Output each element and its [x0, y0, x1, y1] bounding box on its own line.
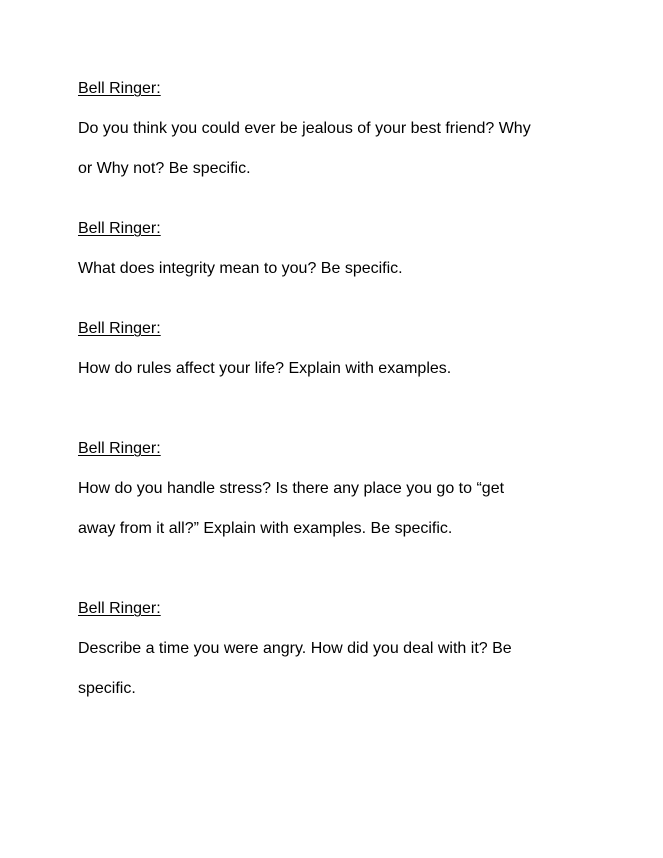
bell-ringer-heading: Bell Ringer:	[78, 80, 161, 97]
bell-ringer-heading: Bell Ringer:	[78, 220, 161, 237]
bell-ringer-heading: Bell Ringer:	[78, 320, 161, 337]
prompt-line: Do you think you could ever be jealous of your best friend? Why	[78, 120, 531, 137]
prompt-line: How do you handle stress? Is there any place you go to “get	[78, 480, 505, 497]
prompt-line: What does integrity mean to you? Be specific.	[78, 260, 403, 277]
prompt-line: Describe a time you were angry. How did you deal with it? Be	[78, 640, 512, 657]
prompt-line: away from it all?” Explain with examples. Be specific.	[78, 520, 453, 537]
bell-ringer-heading: Bell Ringer:	[78, 440, 161, 457]
prompt-line: How do rules affect your life? Explain with examples.	[78, 360, 452, 377]
prompt-line: or Why not? Be specific.	[78, 160, 251, 177]
prompt-line: specific.	[78, 680, 136, 697]
bell-ringer-heading: Bell Ringer:	[78, 600, 161, 617]
